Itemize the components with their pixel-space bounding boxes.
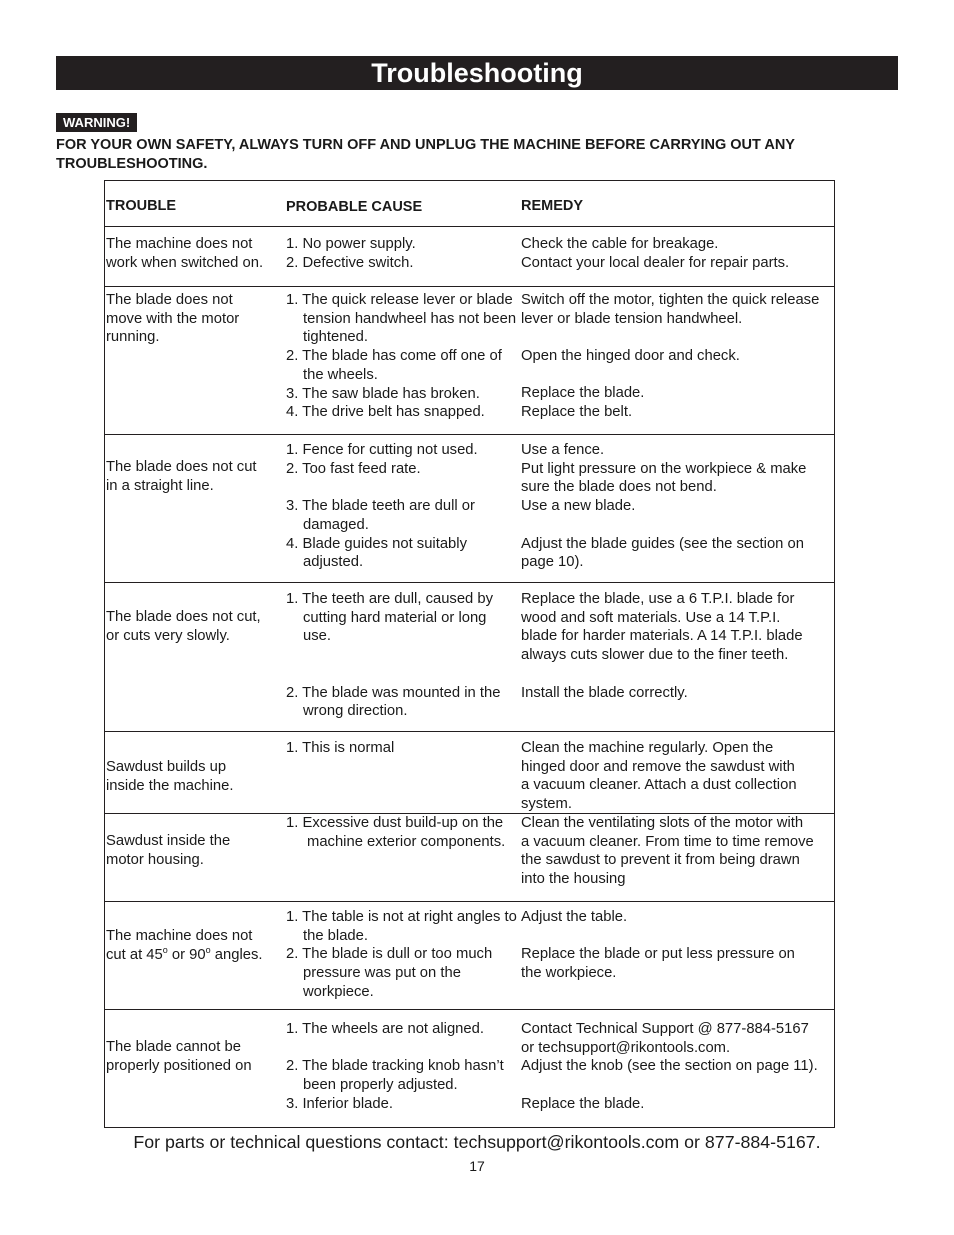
cause-cell: 1. The table is not at right angles to the blade. 2. The blade is dull or too much pressure was put on the workpiece. xyxy=(286,909,517,1000)
remedy-cell: Replace the blade, use a 6 T.P.I. blade for wood and soft materials. Use a 14 T.P.I. blade for harder materials. A 14 T.P.I. blade always cuts slower due to the finer teeth. Install the blade correctly. xyxy=(521,591,803,701)
trouble-cell: The blade does not cut in a straight line. xyxy=(106,459,257,494)
trouble-cell: Sawdust inside the motor housing. xyxy=(106,833,231,868)
header-probable-cause: PROBABLE CAUSE xyxy=(286,199,423,215)
page-number: 17 xyxy=(469,1158,485,1174)
cause-cell: 1. The teeth are dull, caused by cutting hard material or long use. 2. The blade was mounted in the wrong direction. xyxy=(286,591,501,720)
cause-cell: 1. No power supply. 2. Defective switch. xyxy=(286,236,416,271)
table-row xyxy=(105,1009,834,1127)
table-header-row xyxy=(105,181,834,226)
trouble-cell: The blade cannot be properly positioned on xyxy=(106,1039,252,1074)
table-row xyxy=(105,434,834,582)
table-row xyxy=(105,582,834,731)
table-row xyxy=(105,286,834,434)
troubleshooting-table xyxy=(104,180,835,1128)
page-title: Troubleshooting xyxy=(56,56,898,90)
header-remedy: REMEDY xyxy=(521,198,584,214)
remedy-cell: Adjust the table. Replace the blade or put less pressure on the workpiece. xyxy=(521,909,795,982)
cause-cell: 1. This is normal xyxy=(286,740,395,756)
remedy-cell: Clean the ventilating slots of the motor with a vacuum cleaner. From time to time remove the sawdust to prevent it from being drawn into the housing xyxy=(521,815,814,888)
remedy-cell: Use a fence. Put light pressure on the workpiece & make sure the blade does not bend. Use a new blade. Adjust the blade guides (see the section on page 10). xyxy=(521,442,807,571)
remedy-cell: Check the cable for breakage. Contact your local dealer for repair parts. xyxy=(521,236,790,271)
table-row xyxy=(105,731,834,813)
cause-cell: 1. Fence for cutting not used. 2. Too fast feed rate. 3. The blade teeth are dull or damaged. 4. Blade guides not suitably adjusted. xyxy=(286,442,478,571)
footer-contact: For parts or technical questions contact: techsupport@rikontools.com or 877-884-5167. xyxy=(133,1132,821,1152)
remedy-cell: Clean the machine regularly. Open the hinged door and remove the sawdust with a vacuum cleaner. Attach a dust collection system. xyxy=(521,740,797,813)
remedy-cell: Contact Technical Support @ 877-884-5167 or techsupport@rikontools.com. Adjust the knob (see the section on page 11). Replace the blade. xyxy=(521,1021,818,1112)
trouble-cell: The blade does not cut, or cuts very slowly. xyxy=(106,609,261,644)
warning-badge: WARNING! xyxy=(56,113,137,132)
trouble-cell: Sawdust builds up inside the machine. xyxy=(106,759,234,794)
table-row xyxy=(105,226,834,286)
trouble-cell: The blade does not move with the motor running. xyxy=(106,292,240,346)
remedy-cell: Switch off the motor, tighten the quick release lever or blade tension handwheel. Open the hinged door and check. Replace the blade. Replace the belt. xyxy=(521,292,820,421)
cause-cell: 1. The quick release lever or blade tension handwheel has not been tightened. 2. The blade has come off one of the wheels. 3. The saw blade has broken. 4. The drive belt has snapped. xyxy=(286,292,517,421)
table-row xyxy=(105,901,834,1009)
trouble-cell: The machine does not cut at 45$^o$ or 90$^o$ angles. xyxy=(106,928,263,963)
cause-cell: 1. Excessive dust build-up on the machine exterior components. xyxy=(286,815,506,850)
header-trouble: TROUBLE xyxy=(106,198,177,214)
cause-cell: 1. The wheels are not aligned. 2. The blade tracking knob hasn’t been properly adjusted. 3. Inferior blade. xyxy=(286,1021,504,1112)
trouble-cell: The machine does not work when switched on. xyxy=(106,236,264,271)
table-row xyxy=(105,813,834,901)
warning-text: FOR YOUR OWN SAFETY, ALWAYS TURN OFF AND UNPLUG THE MACHINE BEFORE CARRYING OUT ANY TROUBLESHOOTING. xyxy=(56,137,795,172)
